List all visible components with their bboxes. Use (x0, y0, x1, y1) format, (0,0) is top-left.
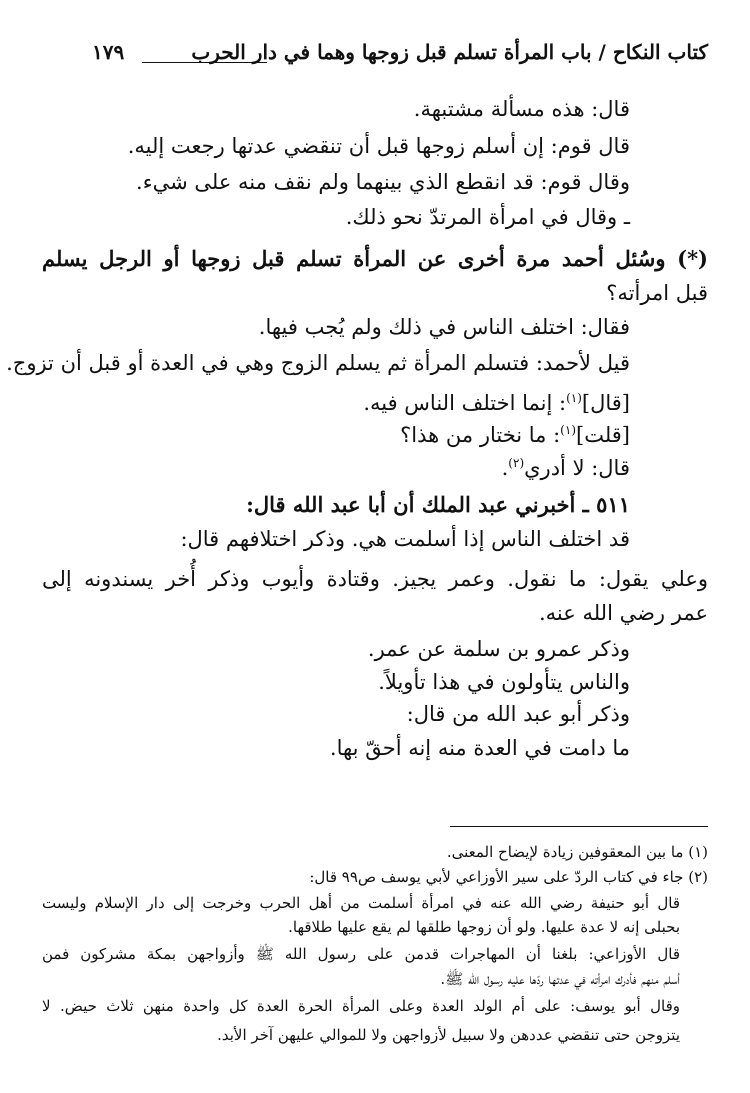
text-line: قبل امرأته؟ (606, 281, 708, 305)
footnote-line: (١) ما بين المعقوفين زيادة لإيضاح المعنى. (446, 843, 708, 861)
text-line: قد اختلف الناس إذا أسلمت هي. وذكر اختلافهم قال: (180, 527, 630, 551)
text-line: والناس يتأولون في هذا تأويلاً. (378, 670, 630, 694)
text-line: وعلي يقول: ما نقول. وعمر يجيز. وقتادة وأيوب وذكر أُخر يسندونه إلى (42, 567, 708, 591)
page-number: ١٧٩ (92, 40, 125, 64)
narration-heading: ٥١١ ـ أخبرني عبد الملك أن أبا عبد الله قال: (246, 492, 630, 517)
footnote-line: (٢) جاء في كتاب الردّ على سير الأوزاعي لأبي يوسف ص٩٩ قال: (309, 868, 708, 886)
header-rule (142, 62, 267, 63)
text-line: ما دامت في العدة منه إنه أحقّ بها. (329, 736, 630, 760)
text-line: قال قوم: إن أسلم زوجها قبل أن تنقضي عدتها رجعت إليه. (127, 134, 630, 158)
footnote-line: وقال أبو يوسف: على أم الولد العدة وعلى المرأة الحرة العدة كل واحدة منهن ثلاث حيض. لا (42, 997, 680, 1015)
text-line: [قلت]$^{(١)}$: ما نختار من هذا؟ (400, 423, 630, 447)
text-line: وذكر عمرو بن سلمة عن عمر. (367, 637, 630, 661)
text-line: ـ وقال في امرأة المرتدّ نحو ذلك. (345, 205, 630, 229)
text-line: قال: هذه مسألة مشتبهة. (413, 97, 630, 121)
text-line: عمر رضي الله عنه. (538, 601, 708, 625)
footnote-line: قال الأوزاعي: بلغنا أن المهاجرات قدمن على رسول الله ﷺ وأزواجهن بمكة مشركون فمن (42, 945, 680, 963)
footnote-line: يتزوجن حتى تنقضي عددهن ولا سبيل لأزواجهن ولا للموالي عليهن آخر الأبد. (217, 1026, 680, 1044)
question-heading: (*) وسُئل أحمد مرة أخرى عن المرأة تسلم قبل زوجها أو الرجل يسلم (42, 246, 708, 271)
text-line: وذكر أبو عبد الله من قال: (406, 702, 630, 726)
text-line: قال: لا أدري$^{(٢)}$. (501, 456, 630, 480)
running-title: كتاب النكاح / باب المرأة تسلم قبل زوجها وهما في دار الحرب (191, 40, 708, 64)
footnote-line: قال أبو حنيفة رضي الله عنه في امرأة أسلمت من أهل الحرب وخرجت إلى دار الإسلام وليست (42, 894, 680, 912)
footnote-separator (450, 826, 708, 827)
footnote-line: بحبلى إنه لا عدة عليها. ولو أن زوجها طلقها لم يقع عليها طلاقها. (288, 918, 680, 936)
text-line: قيل لأحمد: فتسلم المرأة ثم يسلم الزوج وهي في العدة أو قبل أن تزوج. (6, 351, 630, 375)
text-line: وقال قوم: قد انقطع الذي بينهما ولم نقف منه على شيء. (136, 170, 630, 194)
page-header (92, 36, 708, 76)
footnote-line: أسلم منهم فأدرك امرأته في عدتها ردّها عليه رسول الله ﷺ. (440, 970, 680, 988)
text-line: [قال]$^{(١)}$: إنما اختلف الناس فيه. (363, 391, 630, 415)
text-line: فقال: اختلف الناس في ذلك ولم يُجب فيها. (258, 315, 630, 339)
